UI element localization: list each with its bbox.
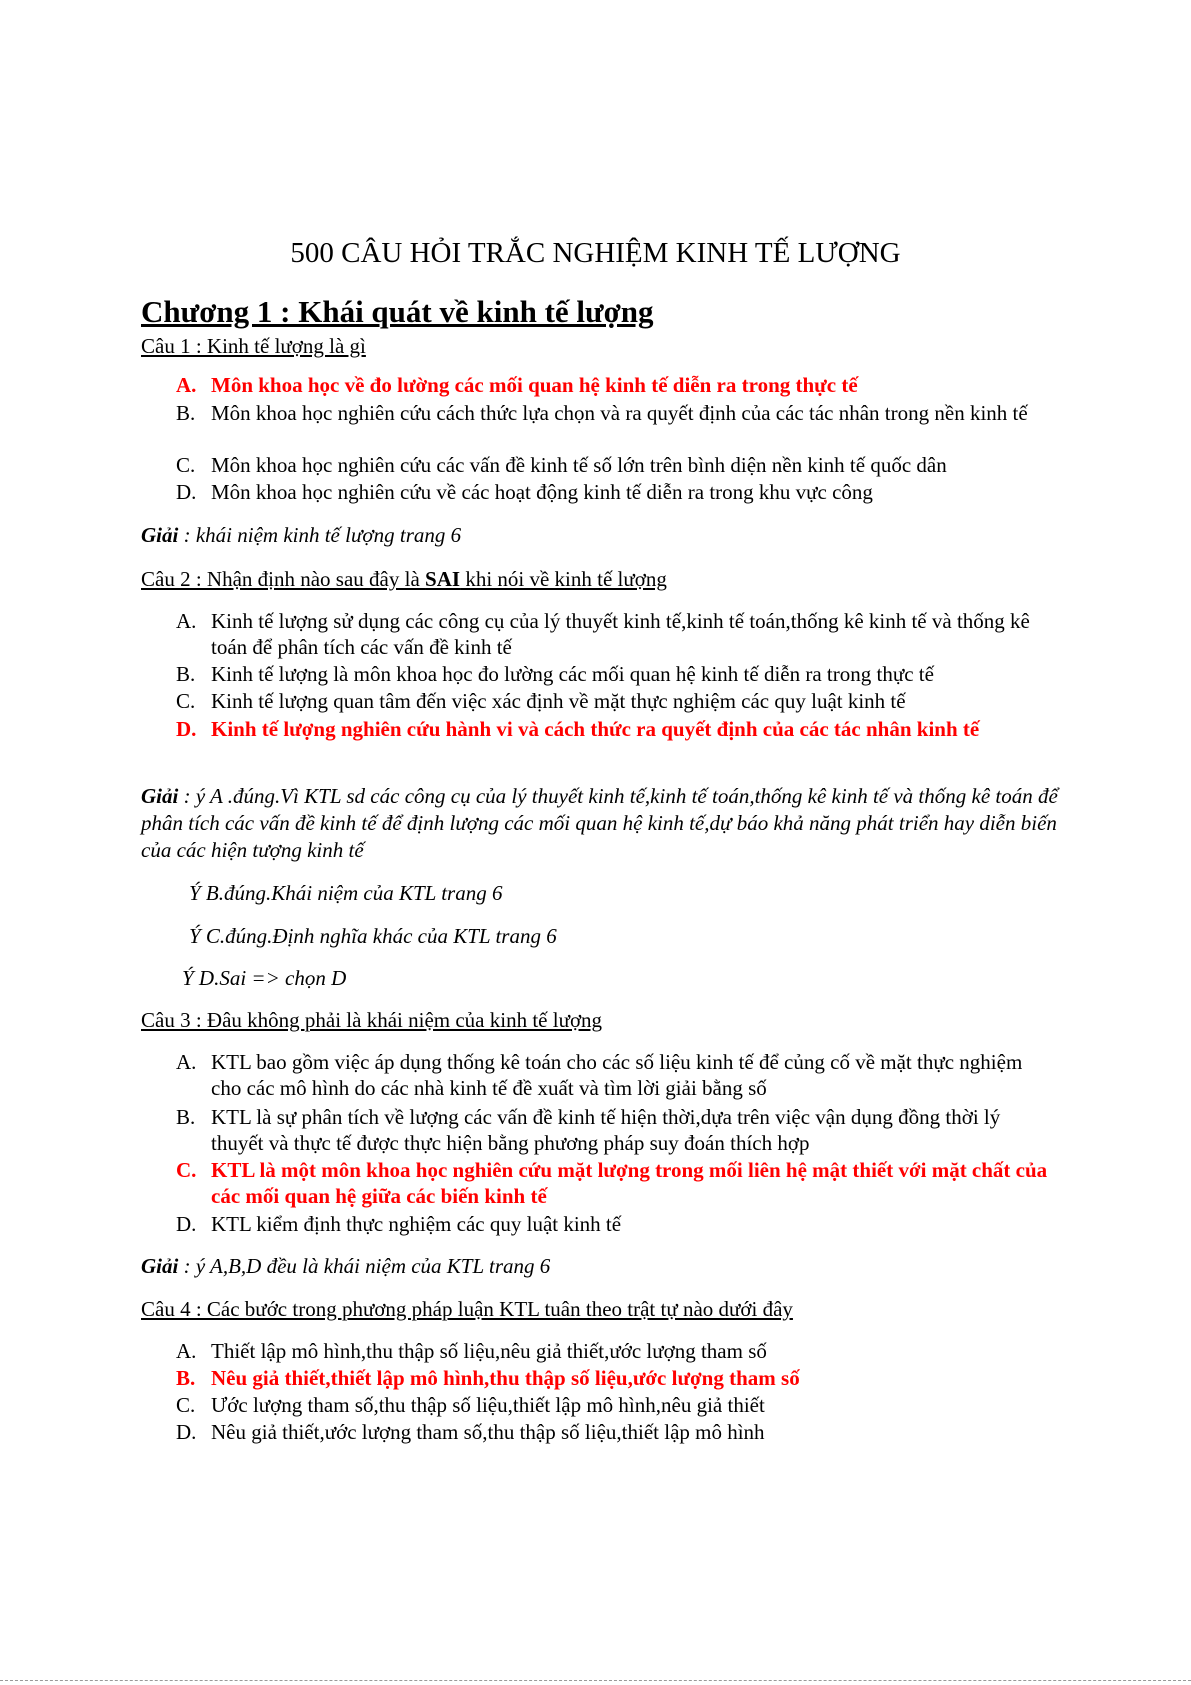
option-text: Kinh tế lượng quan tâm đến việc xác định về mặt thực nghiệm các quy luật kinh tế [211, 689, 906, 713]
option-text: Môn khoa học nghiên cứu về các hoạt động kinh tế diễn ra trong khu vực công [211, 480, 873, 504]
chapter-heading: Chương 1 : Khái quát về kinh tế lượng [141, 294, 654, 329]
option-text: Kinh tế lượng là môn khoa học đo lường các mối quan hệ kinh tế diễn ra trong thực tế [211, 662, 934, 686]
option-letter: C. [176, 1158, 197, 1182]
option-letter: B. [176, 401, 196, 425]
question-2-prompt [141, 566, 667, 592]
option-text: Môn khoa học nghiên cứu các vấn đề kinh tế số lớn trên bình diện nền kinh tế quốc dân [211, 453, 947, 477]
solution-text: : khái niệm kinh tế lượng trang 6 [178, 523, 462, 547]
question-2-solution [141, 783, 1061, 864]
option-letter: A. [176, 1339, 197, 1363]
option-text: Ước lượng tham số,thu thập số liệu,thiết lập mô hình,nêu giả thiết [211, 1393, 765, 1417]
solution-text: : ý A .đúng.Vì KTL sd các công cụ của lý thuyết kinh tế,kinh tế toán,thống kê kinh tế và thống kê toán để phân tích các vấn đề kinh tế để định lượng các mối quan hệ kinh tế,dự báo khả năng phát triển hay diễn biến của các hiện tượng kinh tế [141, 784, 1058, 862]
option-text: KTL là sự phân tích về lượng các vấn đề kinh tế hiện thời,dựa trên việc vận dụng đồng thời lý thuyết và thực tế được thực hiện bằng phương pháp suy đoán thích hợp [211, 1105, 1001, 1155]
question-4-prompt: Câu 4 : Các bước trong phương pháp luận KTL tuân theo trật tự nào dưới đây [141, 1297, 793, 1321]
question-1-prompt: Câu 1 : Kinh tế lượng là gì [141, 334, 366, 358]
option-text: KTL kiểm định thực nghiệm các quy luật kinh tế [211, 1212, 622, 1236]
question-3-option-a [176, 1049, 1056, 1101]
question-2-prompt-start: Câu 2 : Nhận định nào sau đây là [141, 567, 426, 591]
option-letter: B. [176, 662, 196, 686]
option-text: Kinh tế lượng nghiên cứu hành vi và cách thức ra quyết định của các tác nhân kinh tế [211, 717, 980, 741]
question-4-option-d [176, 1419, 1056, 1445]
question-2-option-d [176, 716, 1056, 742]
question-3-option-b [176, 1104, 1056, 1156]
question-3-solution [141, 1253, 1061, 1280]
question-1-option-b [176, 400, 1056, 426]
option-letter: C. [176, 453, 196, 477]
question-2-note-b: Ý B.đúng.Khái niệm của KTL trang 6 [189, 881, 503, 905]
question-3-option-d [176, 1211, 1056, 1237]
option-text: Thiết lập mô hình,thu thập số liệu,nêu giả thiết,ước lượng tham số [211, 1339, 767, 1363]
solution-label: Giải [141, 784, 179, 808]
option-text: Kinh tế lượng sử dụng các công cụ của lý thuyết kinh tế,kinh tế toán,thống kê kinh tế và thống kê toán để phân tích các vấn đề kinh tế [211, 609, 1030, 659]
option-letter: C. [176, 689, 196, 713]
option-letter: B. [176, 1105, 196, 1129]
option-letter: A. [176, 1050, 197, 1074]
question-1-solution [141, 522, 1061, 549]
option-letter: A. [176, 373, 197, 397]
question-4-option-a [176, 1338, 1056, 1364]
question-2-option-c [176, 688, 1056, 714]
question-4-option-b [176, 1365, 1056, 1391]
question-2-option-b [176, 661, 1056, 687]
option-letter: D. [176, 480, 197, 504]
option-text: KTL bao gồm việc áp dụng thống kê toán cho các số liệu kinh tế để củng cố về mặt thực nghiệm cho các mô hình do các nhà kinh tế đề xuất và tìm lời giải bằng số [211, 1050, 1023, 1100]
question-1-option-a [176, 372, 1056, 398]
question-2-note-d: Ý D.Sai => chọn D [182, 966, 347, 990]
question-2-prompt-emphasis: SAI [425, 567, 461, 591]
option-letter: C. [176, 1393, 196, 1417]
question-2-note-c: Ý C.đúng.Định nghĩa khác của KTL trang 6 [189, 924, 557, 948]
question-1-option-d [176, 479, 1056, 505]
option-text: Nêu giả thiết,thiết lập mô hình,thu thập số liệu,ước lượng tham số [211, 1366, 800, 1390]
question-4-option-c [176, 1392, 1056, 1418]
option-text: Môn khoa học về đo lường các mối quan hệ kinh tế diễn ra trong thực tế [211, 373, 858, 397]
solution-label: Giải [141, 523, 179, 547]
document-title: 500 CÂU HỎI TRẮC NGHIỆM KINH TẾ LƯỢNG [290, 237, 901, 269]
solution-label: Giải [141, 1254, 179, 1278]
option-letter: A. [176, 609, 197, 633]
option-letter: D. [176, 717, 197, 741]
page-bottom-divider [0, 1680, 1191, 1682]
question-3-prompt: Câu 3 : Đâu không phải là khái niệm của kinh tế lượng [141, 1008, 603, 1032]
question-3-option-c [176, 1157, 1056, 1209]
option-letter: D. [176, 1212, 197, 1236]
option-letter: B. [176, 1366, 196, 1390]
question-2-prompt-end: khi nói về kinh tế lượng [460, 567, 667, 591]
option-text: Nêu giả thiết,ước lượng tham số,thu thập số liệu,thiết lập mô hình [211, 1420, 765, 1444]
solution-text: : ý A,B,D đều là khái niệm của KTL trang 6 [178, 1254, 551, 1278]
option-letter: D. [176, 1420, 197, 1444]
option-text: Môn khoa học nghiên cứu cách thức lựa chọn và ra quyết định của các tác nhân trong nền kinh tế [211, 401, 1028, 425]
question-2-option-a [176, 608, 1056, 660]
question-1-option-c [176, 452, 1056, 478]
option-text: KTL là một môn khoa học nghiên cứu mặt lượng trong mối liên hệ mật thiết với mặt chất của các mối quan hệ giữa các biến kinh tế [211, 1158, 1048, 1208]
